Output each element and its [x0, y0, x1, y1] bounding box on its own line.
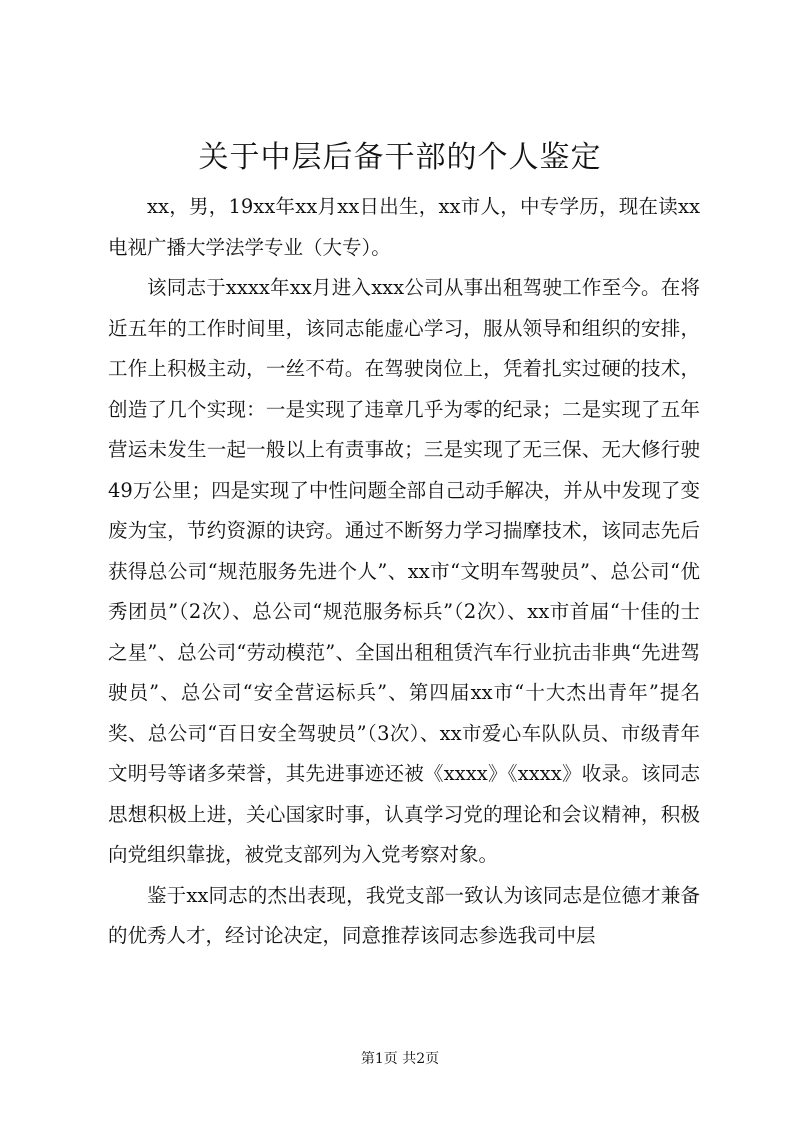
document-title: 关于中层后备干部的个人鉴定	[198, 140, 602, 175]
paragraph-1: xx，男，19xx年xx月xx日出生，xx市人，中专学历，现在读xx电视广播大学法学专业（大专）。	[108, 195, 700, 259]
paragraph-2: 该同志于xxxx年xx月进入xxx公司从事出租驾驶工作至今。在将近五年的工作时间里，该同志能虚心学习，服从领导和组织的安排，工作上积极主动，一丝不苟。在驾驶岗位上，凭着扎实过硬的技术，创造了几个实现：一是实现了违章几乎为零的纪录；二是实现了五年营运未发生一起一般以上有责事故；三是实现了无三保、无大修行驶49万公里；四是实现了中性问题全部自己动手解决，并从中发现了变废为宝，节约资源的诀窍。通过不断努力学习揣摩技术，该同志先后获得总公司“规范服务先进个人”、xx市“文明车驾驶员”、总公司“优秀团员”（2次）、总公司“规范服务标兵”（2次）、xx市首届“十佳的士之星”、总公司“劳动模范”、全国出租租赁汽车行业抗击非典“先进驾驶员”、总公司“安全营运标兵”、第四届xx市“十大杰出青年”提名奖、总公司“百日安全驾驶员”（3次）、xx市爱心车队队员、市级青年文明号等诸多荣誉，其先进事迹还被《xxxx》《xxxx》收录。该同志思想积极上进，关心国家时事，认真学习党的理论和会议精神，积极向党组织靠拢，被党支部列为入党考察对象。	[108, 276, 700, 866]
document-body	[108, 187, 700, 957]
page-footer: 第1页 共2页	[360, 1051, 440, 1067]
paragraph-3: 鉴于xx同志的杰出表现，我党支部一致认为该同志是位德才兼备的优秀人才，经讨论决定，同意推荐该同志参选我司中层	[108, 883, 700, 947]
